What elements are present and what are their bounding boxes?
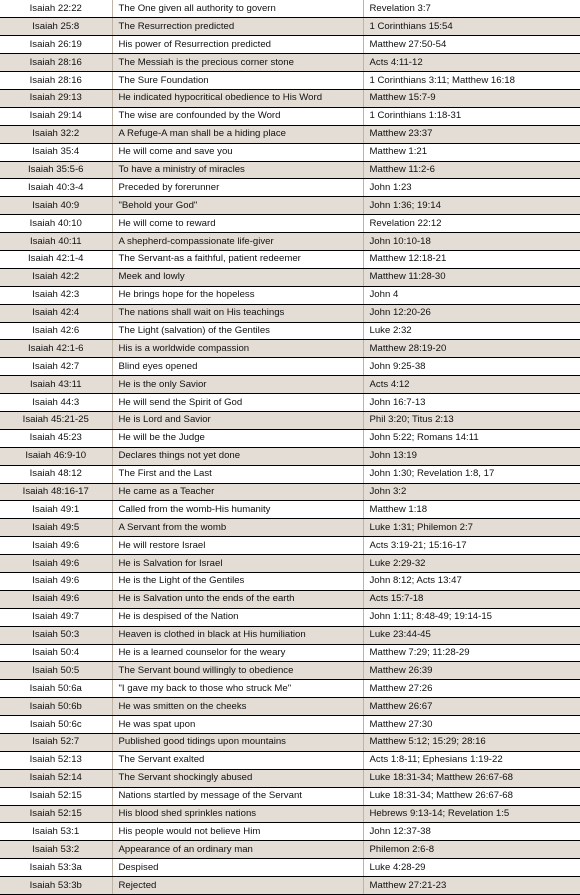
table-row [0, 429, 580, 447]
prophecy-description-cell: The Resurrection predicted [112, 18, 363, 36]
table-row [0, 626, 580, 644]
isaiah-reference-cell: Isaiah 22:22 [0, 0, 112, 18]
prophecy-description-cell: He is the Light of the Gentiles [112, 573, 363, 591]
fulfillment-reference-cell: Revelation 22:12 [363, 215, 580, 233]
prophecy-description-cell: To have a ministry of miracles [112, 161, 363, 179]
table-row [0, 573, 580, 591]
prophecy-description-cell: Nations startled by message of the Servant [112, 787, 363, 805]
fulfillment-reference-cell: Acts 1:8-11; Ephesians 1:19-22 [363, 751, 580, 769]
table-row [0, 179, 580, 197]
table-row [0, 787, 580, 805]
fulfillment-reference-cell: Luke 23:44-45 [363, 626, 580, 644]
fulfillment-reference-cell: Philemon 2:6-8 [363, 841, 580, 859]
table-row [0, 411, 580, 429]
prophecy-description-cell: Preceded by forerunner [112, 179, 363, 197]
prophecy-description-cell: He will be the Judge [112, 429, 363, 447]
isaiah-reference-cell: Isaiah 49:7 [0, 608, 112, 626]
fulfillment-reference-cell: Matthew 7:29; 11:28-29 [363, 644, 580, 662]
fulfillment-reference-cell: John 4 [363, 286, 580, 304]
isaiah-reference-cell: Isaiah 49:6 [0, 590, 112, 608]
fulfillment-reference-cell: John 8:12; Acts 13:47 [363, 573, 580, 591]
isaiah-reference-cell: Isaiah 35:4 [0, 143, 112, 161]
prophecy-description-cell: His blood shed sprinkles nations [112, 805, 363, 823]
table-row [0, 662, 580, 680]
isaiah-reference-cell: Isaiah 46:9-10 [0, 447, 112, 465]
prophecy-description-cell: He is despised of the Nation [112, 608, 363, 626]
isaiah-reference-cell: Isaiah 40:11 [0, 233, 112, 251]
prophecy-description-cell: He will come and save you [112, 143, 363, 161]
table-row [0, 0, 580, 18]
isaiah-reference-cell: Isaiah 42:7 [0, 358, 112, 376]
table-row [0, 322, 580, 340]
isaiah-reference-cell: Isaiah 53:2 [0, 841, 112, 859]
prophecy-description-cell: The Light (salvation) of the Gentiles [112, 322, 363, 340]
prophecy-description-cell: He indicated hypocritical obedience to His Word [112, 89, 363, 107]
table-row [0, 36, 580, 54]
fulfillment-reference-cell: Matthew 12:18-21 [363, 250, 580, 268]
fulfillment-reference-cell: Matthew 11:2-6 [363, 161, 580, 179]
prophecy-description-cell: Called from the womb-His humanity [112, 501, 363, 519]
fulfillment-reference-cell: Matthew 27:21-23 [363, 877, 580, 895]
isaiah-reference-cell: Isaiah 40:9 [0, 197, 112, 215]
isaiah-reference-cell: Isaiah 49:6 [0, 537, 112, 555]
isaiah-reference-cell: Isaiah 52:13 [0, 751, 112, 769]
fulfillment-reference-cell: Luke 18:31-34; Matthew 26:67-68 [363, 769, 580, 787]
prophecy-description-cell: The First and the Last [112, 465, 363, 483]
fulfillment-reference-cell: John 1:30; Revelation 1:8, 17 [363, 465, 580, 483]
fulfillment-reference-cell: 1 Corinthians 1:18-31 [363, 107, 580, 125]
fulfillment-reference-cell: John 12:20-26 [363, 304, 580, 322]
table-row [0, 107, 580, 125]
table-row [0, 89, 580, 107]
fulfillment-reference-cell: John 13:19 [363, 447, 580, 465]
fulfillment-reference-cell: Matthew 1:21 [363, 143, 580, 161]
table-row [0, 519, 580, 537]
table-row [0, 680, 580, 698]
isaiah-reference-cell: Isaiah 48:12 [0, 465, 112, 483]
fulfillment-reference-cell: Luke 1:31; Philemon 2:7 [363, 519, 580, 537]
table-row [0, 358, 580, 376]
table-row [0, 769, 580, 787]
table-row [0, 215, 580, 233]
isaiah-reference-cell: Isaiah 28:16 [0, 54, 112, 72]
table-row [0, 644, 580, 662]
fulfillment-reference-cell: Matthew 26:67 [363, 698, 580, 716]
table-row [0, 394, 580, 412]
table-row [0, 805, 580, 823]
prophecy-description-cell: He is the only Savior [112, 376, 363, 394]
fulfillment-reference-cell: Luke 2:32 [363, 322, 580, 340]
fulfillment-reference-cell: Luke 2:29-32 [363, 555, 580, 573]
table-row [0, 233, 580, 251]
fulfillment-reference-cell: John 3:2 [363, 483, 580, 501]
table-row [0, 877, 580, 895]
table-row [0, 54, 580, 72]
prophecy-description-cell: Despised [112, 859, 363, 877]
table-row [0, 483, 580, 501]
prophecy-description-cell: The Servant shockingly abused [112, 769, 363, 787]
isaiah-reference-cell: Isaiah 43:11 [0, 376, 112, 394]
prophecy-description-cell: The Messiah is the precious corner stone [112, 54, 363, 72]
fulfillment-reference-cell: John 10:10-18 [363, 233, 580, 251]
isaiah-reference-cell: Isaiah 45:21-25 [0, 411, 112, 429]
table-row [0, 197, 580, 215]
fulfillment-reference-cell: Acts 3:19-21; 15:16-17 [363, 537, 580, 555]
fulfillment-reference-cell: Matthew 26:39 [363, 662, 580, 680]
prophecy-description-cell: He came as a Teacher [112, 483, 363, 501]
prophecy-description-cell: He will restore Israel [112, 537, 363, 555]
prophecy-description-cell: "I gave my back to those who struck Me" [112, 680, 363, 698]
fulfillment-reference-cell: John 1:23 [363, 179, 580, 197]
isaiah-reference-cell: Isaiah 32:2 [0, 125, 112, 143]
prophecy-description-cell: He brings hope for the hopeless [112, 286, 363, 304]
isaiah-reference-cell: Isaiah 52:14 [0, 769, 112, 787]
fulfillment-reference-cell: Hebrews 9:13-14; Revelation 1:5 [363, 805, 580, 823]
prophecy-description-cell: A Servant from the womb [112, 519, 363, 537]
fulfillment-reference-cell: Matthew 11:28-30 [363, 268, 580, 286]
prophecy-description-cell: The nations shall wait on His teachings [112, 304, 363, 322]
prophecy-description-cell: Meek and lowly [112, 268, 363, 286]
fulfillment-reference-cell: John 16:7-13 [363, 394, 580, 412]
isaiah-reference-cell: Isaiah 42:3 [0, 286, 112, 304]
table-row [0, 286, 580, 304]
prophecy-description-cell: Appearance of an ordinary man [112, 841, 363, 859]
fulfillment-reference-cell: Luke 4:28-29 [363, 859, 580, 877]
fulfillment-reference-cell: Matthew 23:37 [363, 125, 580, 143]
table-row [0, 590, 580, 608]
prophecy-description-cell: He is a learned counselor for the weary [112, 644, 363, 662]
prophecy-description-cell: Declares things not yet done [112, 447, 363, 465]
prophecy-description-cell: His is a worldwide compassion [112, 340, 363, 358]
prophecy-description-cell: He was smitten on the cheeks [112, 698, 363, 716]
isaiah-reference-cell: Isaiah 50:3 [0, 626, 112, 644]
isaiah-reference-cell: Isaiah 29:13 [0, 89, 112, 107]
isaiah-reference-cell: Isaiah 40:3-4 [0, 179, 112, 197]
isaiah-reference-cell: Isaiah 42:6 [0, 322, 112, 340]
prophecy-description-cell: The Servant-as a faithful, patient redeemer [112, 250, 363, 268]
table-row [0, 304, 580, 322]
isaiah-reference-cell: Isaiah 42:4 [0, 304, 112, 322]
isaiah-reference-cell: Isaiah 48:16-17 [0, 483, 112, 501]
fulfillment-reference-cell: John 1:36; 19:14 [363, 197, 580, 215]
isaiah-reference-cell: Isaiah 40:10 [0, 215, 112, 233]
isaiah-reference-cell: Isaiah 49:6 [0, 555, 112, 573]
prophecy-description-cell: Rejected [112, 877, 363, 895]
prophecy-description-cell: He is Salvation unto the ends of the earth [112, 590, 363, 608]
fulfillment-reference-cell: Acts 15:7-18 [363, 590, 580, 608]
table-row [0, 859, 580, 877]
isaiah-reference-cell: Isaiah 44:3 [0, 394, 112, 412]
fulfillment-reference-cell: Matthew 1:18 [363, 501, 580, 519]
fulfillment-reference-cell: Revelation 3:7 [363, 0, 580, 18]
table-row [0, 447, 580, 465]
isaiah-reference-cell: Isaiah 50:6c [0, 716, 112, 734]
fulfillment-reference-cell: John 1:11; 8:48-49; 19:14-15 [363, 608, 580, 626]
table-row [0, 340, 580, 358]
table-row [0, 125, 580, 143]
fulfillment-reference-cell: 1 Corinthians 15:54 [363, 18, 580, 36]
isaiah-reference-cell: Isaiah 50:5 [0, 662, 112, 680]
fulfillment-reference-cell: Luke 18:31-34; Matthew 26:67-68 [363, 787, 580, 805]
prophecy-description-cell: His power of Resurrection predicted [112, 36, 363, 54]
table-row [0, 18, 580, 36]
fulfillment-reference-cell: John 5:22; Romans 14:11 [363, 429, 580, 447]
fulfillment-reference-cell: Matthew 5:12; 15:29; 28:16 [363, 734, 580, 752]
prophecy-description-cell: He will send the Spirit of God [112, 394, 363, 412]
prophecy-description-cell: The One given all authority to govern [112, 0, 363, 18]
table-row [0, 537, 580, 555]
prophecy-description-cell: He will come to reward [112, 215, 363, 233]
fulfillment-reference-cell: Matthew 28:19-20 [363, 340, 580, 358]
isaiah-reference-cell: Isaiah 49:1 [0, 501, 112, 519]
prophecy-description-cell: He is Lord and Savior [112, 411, 363, 429]
fulfillment-reference-cell: Matthew 27:50-54 [363, 36, 580, 54]
fulfillment-reference-cell: Phil 3:20; Titus 2:13 [363, 411, 580, 429]
table-row [0, 841, 580, 859]
table-row [0, 465, 580, 483]
table-row [0, 716, 580, 734]
prophecy-description-cell: The Servant bound willingly to obedience [112, 662, 363, 680]
isaiah-reference-cell: Isaiah 42:1-4 [0, 250, 112, 268]
isaiah-reference-cell: Isaiah 50:4 [0, 644, 112, 662]
table-row [0, 250, 580, 268]
isaiah-reference-cell: Isaiah 52:15 [0, 805, 112, 823]
isaiah-reference-cell: Isaiah 53:1 [0, 823, 112, 841]
fulfillment-reference-cell: Acts 4:12 [363, 376, 580, 394]
prophecy-description-cell: He was spat upon [112, 716, 363, 734]
fulfillment-reference-cell: Matthew 15:7-9 [363, 89, 580, 107]
table-row [0, 608, 580, 626]
prophecy-description-cell: "Behold your God" [112, 197, 363, 215]
prophecy-description-cell: The wise are confounded by the Word [112, 107, 363, 125]
prophecy-description-cell: Blind eyes opened [112, 358, 363, 376]
table-row [0, 823, 580, 841]
isaiah-reference-cell: Isaiah 53:3b [0, 877, 112, 895]
isaiah-reference-cell: Isaiah 50:6a [0, 680, 112, 698]
fulfillment-reference-cell: John 9:25-38 [363, 358, 580, 376]
table-row [0, 501, 580, 519]
prophecy-description-cell: The Sure Foundation [112, 72, 363, 90]
prophecy-description-cell: He is Salvation for Israel [112, 555, 363, 573]
isaiah-reference-cell: Isaiah 50:6b [0, 698, 112, 716]
table-row [0, 698, 580, 716]
prophecy-description-cell: His people would not believe Him [112, 823, 363, 841]
isaiah-reference-cell: Isaiah 42:1-6 [0, 340, 112, 358]
fulfillment-reference-cell: 1 Corinthians 3:11; Matthew 16:18 [363, 72, 580, 90]
table-row [0, 72, 580, 90]
isaiah-reference-cell: Isaiah 45:23 [0, 429, 112, 447]
prophecy-description-cell: Heaven is clothed in black at His humiliation [112, 626, 363, 644]
fulfillment-reference-cell: Matthew 27:26 [363, 680, 580, 698]
isaiah-reference-cell: Isaiah 28:16 [0, 72, 112, 90]
table-row [0, 751, 580, 769]
fulfillment-reference-cell: Acts 4:11-12 [363, 54, 580, 72]
prophecy-description-cell: Published good tidings upon mountains [112, 734, 363, 752]
isaiah-reference-cell: Isaiah 52:15 [0, 787, 112, 805]
isaiah-reference-cell: Isaiah 29:14 [0, 107, 112, 125]
table-row [0, 555, 580, 573]
isaiah-reference-cell: Isaiah 52:7 [0, 734, 112, 752]
isaiah-reference-cell: Isaiah 53:3a [0, 859, 112, 877]
table-row [0, 268, 580, 286]
table-row [0, 734, 580, 752]
isaiah-reference-cell: Isaiah 26:19 [0, 36, 112, 54]
isaiah-reference-cell: Isaiah 35:5-6 [0, 161, 112, 179]
fulfillment-reference-cell: Matthew 27:30 [363, 716, 580, 734]
fulfillment-reference-cell: John 12:37-38 [363, 823, 580, 841]
isaiah-reference-cell: Isaiah 42:2 [0, 268, 112, 286]
isaiah-reference-cell: Isaiah 49:6 [0, 573, 112, 591]
table-row [0, 143, 580, 161]
table-row [0, 376, 580, 394]
table-row [0, 161, 580, 179]
prophecy-description-cell: A Refuge-A man shall be a hiding place [112, 125, 363, 143]
prophecy-description-cell: A shepherd-compassionate life-giver [112, 233, 363, 251]
isaiah-reference-cell: Isaiah 25:8 [0, 18, 112, 36]
prophecy-description-cell: The Servant exalted [112, 751, 363, 769]
isaiah-reference-cell: Isaiah 49:5 [0, 519, 112, 537]
